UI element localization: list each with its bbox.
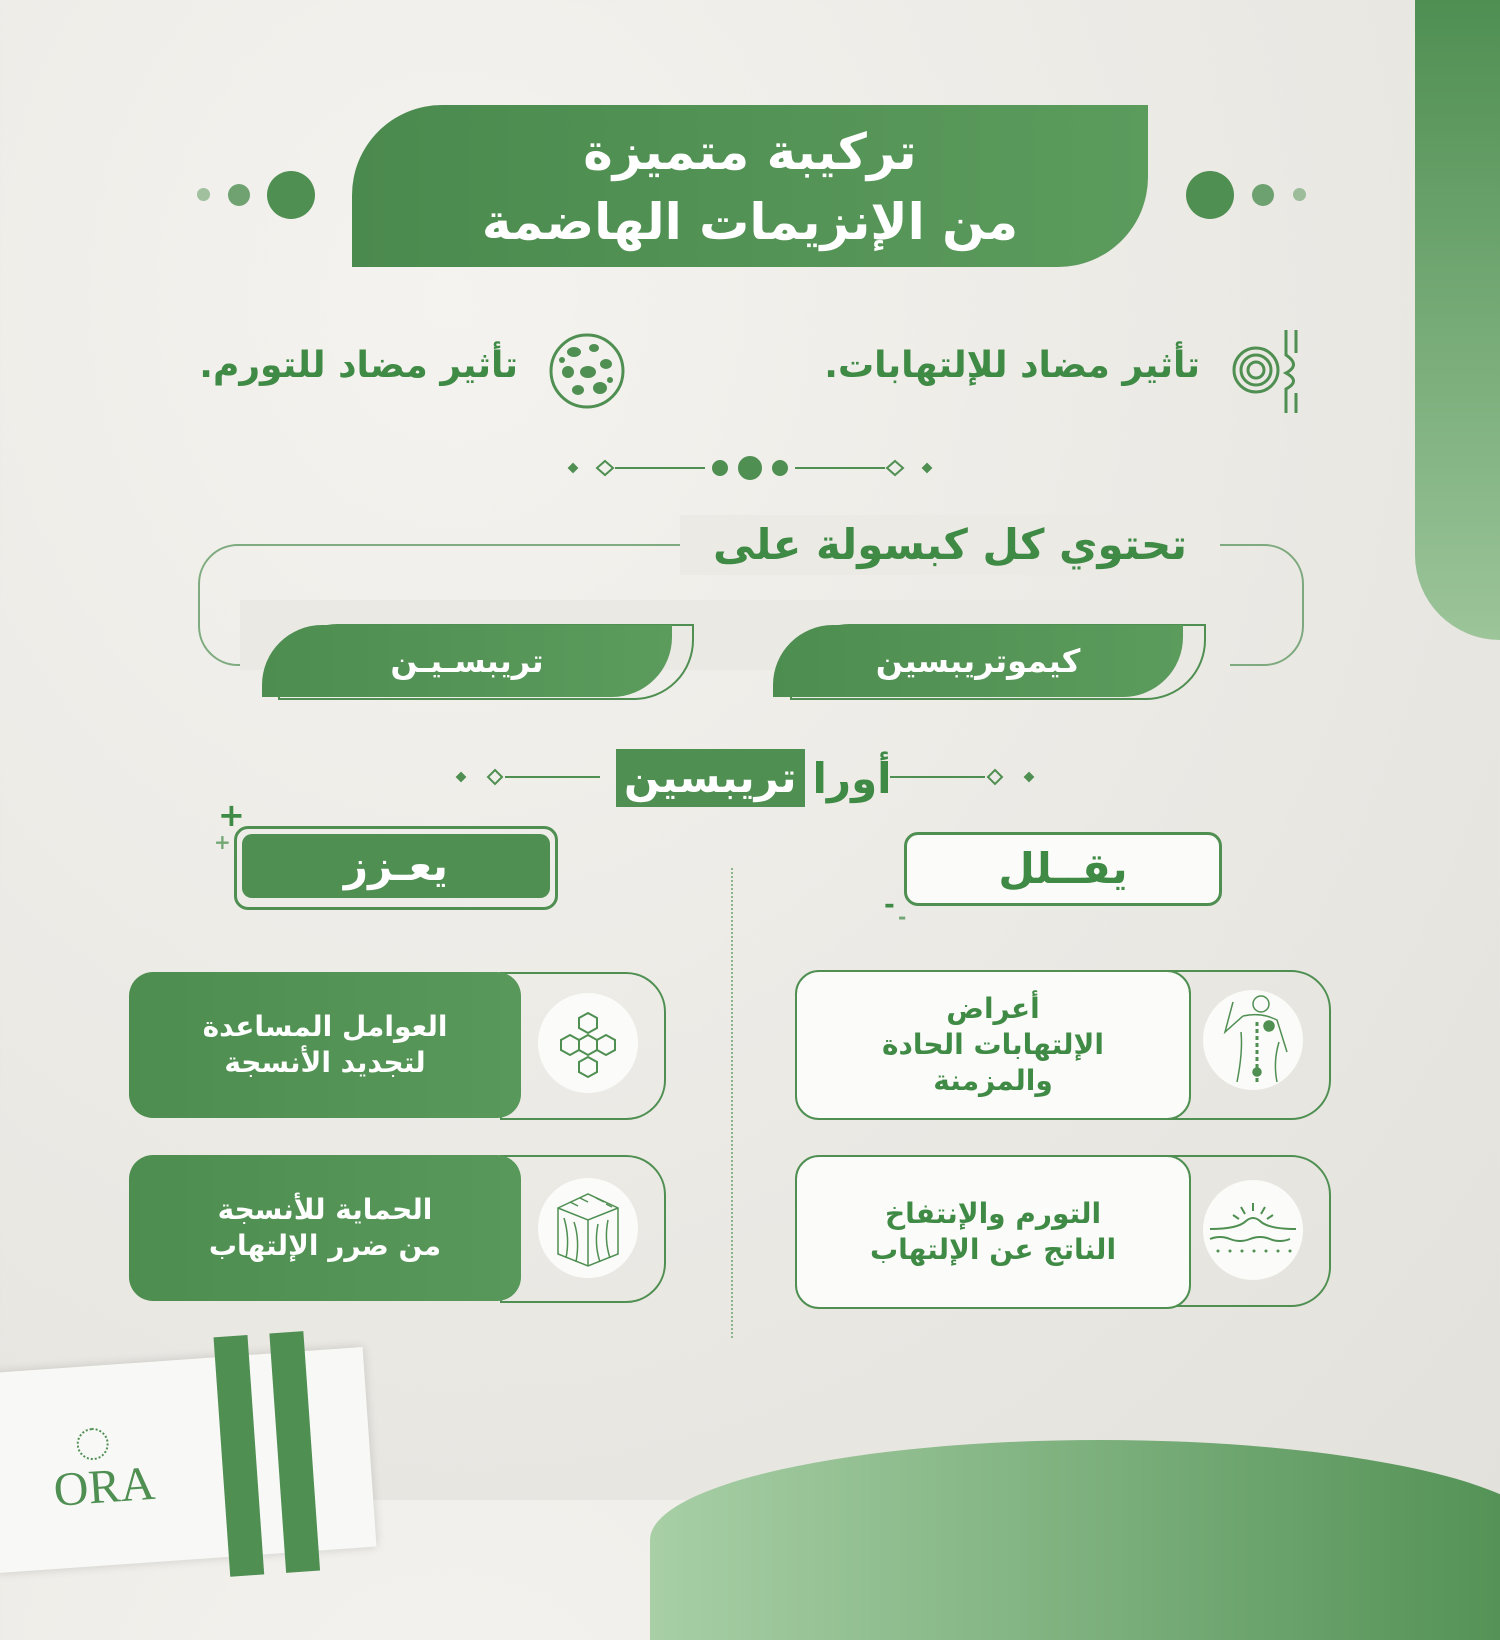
ingredient-trypsin: تريبسـيـن	[262, 625, 672, 697]
decor-dot	[1252, 184, 1274, 206]
decor-dot	[1186, 171, 1234, 219]
cell-icon	[548, 332, 626, 410]
product-name	[616, 748, 892, 808]
enhance-item-tissue-renewal	[129, 972, 521, 1118]
logo-sun-icon	[76, 1427, 110, 1461]
joint-icon	[1226, 325, 1306, 415]
swelling-icon	[1203, 1180, 1303, 1280]
product-divider-left	[455, 766, 600, 788]
minus-icon: -	[898, 905, 907, 929]
divider-ornament	[565, 455, 935, 481]
back-pain-icon	[1203, 990, 1303, 1090]
title-line-1: تركيبة متميزة	[583, 123, 917, 181]
page-title	[352, 105, 1148, 267]
enhance-line: من ضرر الإلتهاب	[208, 1229, 442, 1262]
decor-dot	[197, 188, 210, 201]
plus-icon: +	[214, 830, 231, 854]
reduce-line: التورم والإنتفاخ	[884, 1197, 1102, 1230]
decor-dot	[228, 184, 250, 206]
decor-dot	[267, 171, 315, 219]
reduce-line: الإلتهابات الحادة	[882, 1028, 1105, 1061]
product-box-stripe	[214, 1335, 265, 1577]
plus-icon: +	[218, 796, 245, 834]
product-divider-right	[890, 766, 1035, 788]
reduces-label: يقــلل	[904, 832, 1222, 906]
product-box	[0, 1347, 377, 1573]
tissue-icon	[538, 1178, 638, 1278]
brand-logo: ORA	[51, 1456, 157, 1517]
decor-right-shape	[1415, 0, 1500, 640]
enhance-line: العوامل المساعدة	[202, 1010, 448, 1043]
decor-dot	[1293, 188, 1306, 201]
reduce-item-swelling	[795, 1155, 1191, 1309]
ingredient-chymotrypsin: كيموتريبسين	[773, 625, 1183, 697]
enhance-line: الحماية للأنسجة	[217, 1193, 433, 1226]
feature-anti-swelling: تأثير مضاد للتورم.	[199, 345, 518, 386]
enhances-label: يعـزز	[242, 834, 550, 898]
title-line-2: من الإنزيمات الهاضمة	[481, 193, 1019, 251]
enhance-item-tissue-protection	[129, 1155, 521, 1301]
product-box-stripe	[269, 1331, 320, 1573]
hexagon-cells-icon	[538, 993, 638, 1093]
reduce-line: الناتج عن الإلتهاب	[869, 1233, 1117, 1266]
product-name-prefix: أورا	[812, 753, 892, 803]
feature-anti-inflammatory: تأثير مضاد للإلتهابات.	[824, 345, 1200, 386]
reduce-line: أعراض	[946, 992, 1040, 1025]
enhance-line: لتجديد الأنسجة	[224, 1046, 426, 1079]
reduce-line: والمزمنة	[933, 1064, 1053, 1097]
reduce-item-inflammation	[795, 970, 1191, 1120]
decor-bottom-wave	[650, 1440, 1500, 1640]
column-divider	[731, 868, 733, 1338]
product-name-highlight: تريبسين	[616, 749, 805, 807]
capsule-heading: تحتوي كل كبسولة على	[680, 515, 1220, 575]
minus-icon: -	[884, 890, 895, 920]
